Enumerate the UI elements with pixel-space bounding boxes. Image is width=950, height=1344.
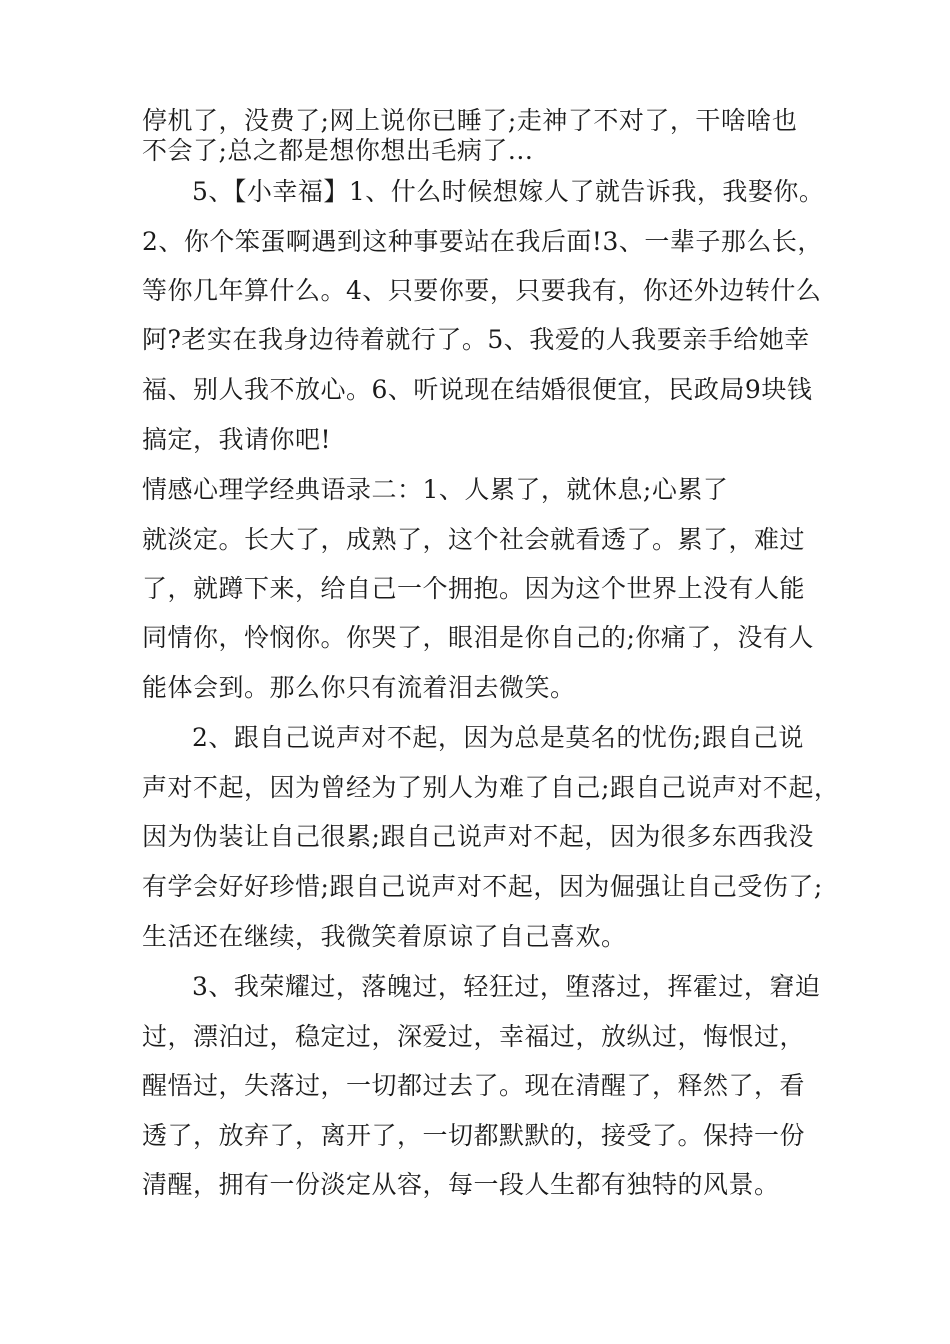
text-line: 就淡定。长大了，成熟了，这个社会就看透了。累了，难过 <box>142 525 806 554</box>
text-line: 了，就蹲下来，给自己一个拥抱。因为这个世界上没有人能 <box>142 574 806 603</box>
text-line: 2、你个笨蛋啊遇到这种事要站在我后面!3、一辈子那么长， <box>142 227 823 256</box>
text-line: 搞定，我请你吧! <box>142 425 332 454</box>
text-line: 清醒，拥有一份淡定从容，每一段人生都有独特的风景。 <box>142 1170 780 1199</box>
text-line: 同情你，怜悯你。你哭了，眼泪是你自己的;你痛了，没有人 <box>142 623 814 652</box>
text-line: 有学会好好珍惜;跟自己说声对不起，因为倔强让自己受伤了; <box>142 872 823 901</box>
text-line: 停机了，没费了;网上说你已睡了;走神了不对了，干啥啥也 <box>142 106 798 135</box>
text-line: 不会了;总之都是想你想出毛病了... <box>142 136 534 165</box>
text-line: 能体会到。那么你只有流着泪去微笑。 <box>142 673 576 702</box>
text-line: 过，漂泊过，稳定过，深爱过，幸福过，放纵过，悔恨过， <box>142 1022 806 1051</box>
text-line: 醒悟过，失落过，一切都过去了。现在清醒了，释然了，看 <box>142 1071 806 1100</box>
text-line: 透了，放弃了，离开了，一切都默默的，接受了。保持一份 <box>142 1121 806 1150</box>
text-line: 声对不起，因为曾经为了别人为难了自己;跟自己说声对不起， <box>142 773 840 802</box>
text-line: 5、【小幸福】1、什么时候想嫁人了就告诉我，我娶你。 <box>192 177 825 206</box>
text-line: 2、跟自己说声对不起，因为总是莫名的忧伤;跟自己说 <box>192 723 804 752</box>
text-line: 因为伪装让自己很累;跟自己说声对不起，因为很多东西我没 <box>142 822 814 851</box>
text-line: 阿?老实在我身边待着就行了。5、我爱的人我要亲手给她幸 <box>142 325 810 354</box>
text-line: 等你几年算什么。4、只要你要，只要我有，你还外边转什么 <box>142 276 822 305</box>
text-line: 3、我荣耀过，落魄过，轻狂过，堕落过，挥霍过，窘迫 <box>192 972 821 1001</box>
section-heading: 情感心理学经典语录二：1、人累了，就休息;心累了 <box>142 475 729 504</box>
text-line: 福、别人我不放心。6、听说现在结婚很便宜，民政局9块钱 <box>142 375 813 404</box>
text-line: 生活还在继续，我微笑着原谅了自己喜欢。 <box>142 922 627 951</box>
